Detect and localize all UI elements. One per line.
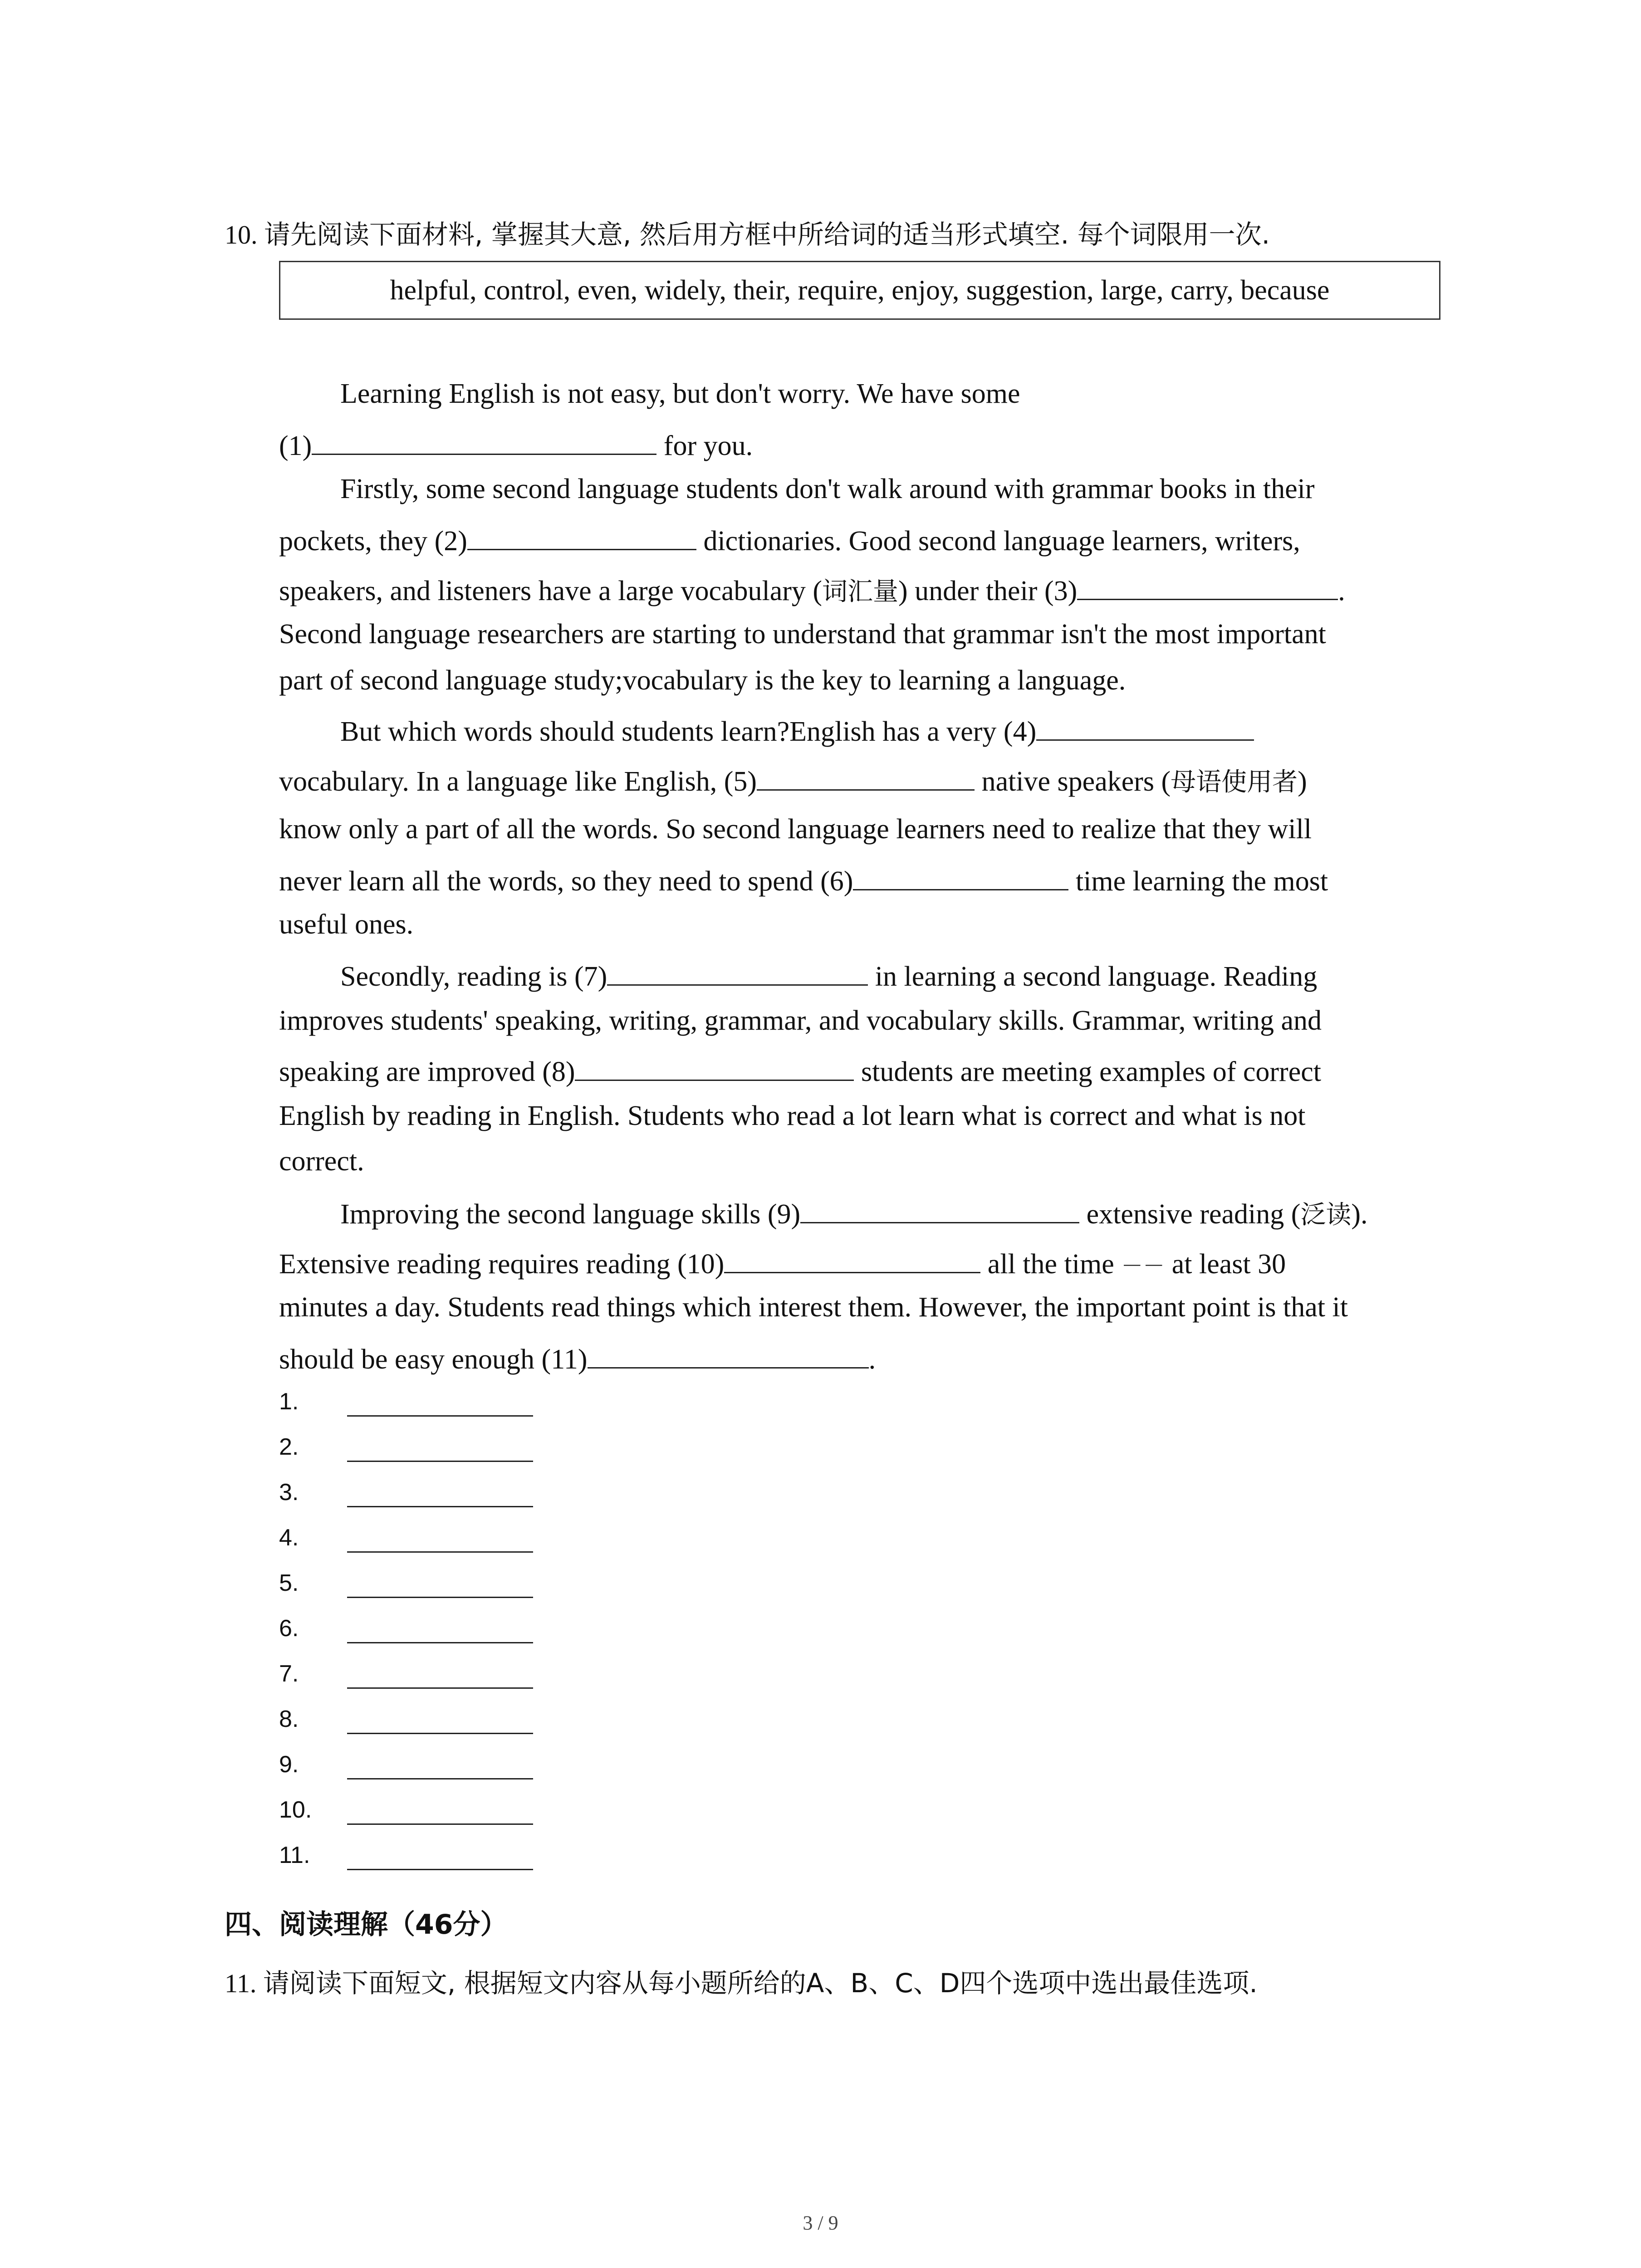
passage-line (279, 1244, 1286, 1284)
question-11-instruction (225, 1962, 1258, 2000)
passage-line (279, 425, 753, 464)
answer-blank[interactable] (347, 1642, 533, 1643)
passage-line (279, 616, 1326, 652)
instruction-text: 请阅读下面短文, 根据短文内容从每小题所给的A、B、C、D四个选项中选出最佳选项. (263, 1968, 1258, 1999)
passage-text: part of second language study;vocabulary is the key to learning a language. (279, 665, 1126, 696)
passage-line (279, 861, 1328, 899)
passage-text: minutes a day. Students read things which interest them. However, the important point is that it (279, 1292, 1348, 1323)
passage-text: in learning a second language. Reading (868, 961, 1318, 992)
passage-line (340, 376, 1020, 412)
passage-text: vocabulary. In a language like English, (5) (279, 766, 757, 797)
passage-text: pockets, they (2) (279, 526, 467, 557)
passage-line (340, 956, 1317, 995)
question-number: 11. (225, 1969, 257, 1998)
answer-number: 1. (279, 1388, 299, 1415)
word-bank-box: helpful, control, even, widely, their, require, enjoy, suggestion, large, carry, because (279, 261, 1440, 320)
answer-number: 3. (279, 1479, 299, 1505)
passage-text: extensive reading ( (1079, 1199, 1301, 1230)
answer-blank[interactable] (347, 1597, 533, 1598)
blank-8 (575, 1051, 854, 1081)
passage-line (279, 1143, 364, 1179)
passage-text: Improving the second language skills (9) (340, 1199, 801, 1230)
passage-line (279, 1098, 1306, 1134)
passage-line (279, 1289, 1348, 1325)
answer-number: 9. (279, 1751, 299, 1778)
instruction-text: 请先阅读下面材料, 掌握其大意, 然后用方框中所给词的适当形式填空. 每个词限用一次. (264, 219, 1270, 250)
passage-line (279, 662, 1126, 699)
answer-blank[interactable] (347, 1733, 533, 1734)
blank-3 (1077, 571, 1338, 600)
passage-line (279, 1339, 876, 1378)
answer-blank[interactable] (347, 1687, 533, 1689)
answer-blank[interactable] (347, 1415, 533, 1417)
answer-blank[interactable] (347, 1506, 533, 1507)
passage-text: (1) (279, 430, 312, 461)
blank-5 (757, 761, 975, 791)
passage-text: Extensive reading requires reading (10) (279, 1249, 725, 1280)
blank-11 (588, 1339, 869, 1369)
passage-text: Second language researchers are starting to understand that grammar isn't the most important (279, 619, 1326, 650)
blank-1 (312, 425, 656, 455)
answer-number: 5. (279, 1570, 299, 1596)
passage-text: time learning the most (1068, 866, 1328, 897)
passage-text: ) under their (3) (898, 576, 1078, 606)
answer-blank[interactable] (347, 1461, 533, 1462)
gloss-text: 泛读 (1300, 1200, 1352, 1230)
passage-text: dictionaries. Good second language learners, writers, (696, 526, 1300, 557)
passage-text: should be easy enough (11) (279, 1344, 588, 1375)
passage-text: . (1338, 576, 1345, 606)
answer-blank[interactable] (347, 1823, 533, 1825)
dash-text: －－ (1121, 1253, 1165, 1279)
answer-blank[interactable] (347, 1778, 533, 1779)
passage-line (279, 1051, 1321, 1090)
passage-line (279, 811, 1312, 847)
passage-line (340, 1194, 1368, 1233)
passage-text: ) (1298, 766, 1307, 797)
answer-number: 7. (279, 1661, 299, 1687)
passage-line (279, 521, 1300, 559)
passage-line (279, 1002, 1322, 1039)
passage-line (279, 761, 1307, 801)
passage-line (279, 906, 413, 943)
answer-number: 10. (279, 1797, 312, 1823)
page-number: 3 / 9 (803, 2212, 838, 2234)
blank-4 (1036, 711, 1254, 741)
passage-text: speaking are improved (8) (279, 1056, 575, 1087)
passage-text: native speakers ( (975, 766, 1171, 797)
passage-text: students are meeting examples of correct (854, 1056, 1321, 1087)
passage-text: Secondly, reading is (7) (340, 961, 607, 992)
passage-text: at least 30 (1171, 1249, 1286, 1280)
blank-7 (607, 956, 868, 986)
passage-text: all the time (980, 1249, 1114, 1280)
passage-text: English by reading in English. Students who read a lot learn what is correct and what is not (279, 1100, 1306, 1131)
passage-line (340, 471, 1315, 507)
answer-number: 6. (279, 1615, 299, 1642)
passage-line (279, 571, 1345, 610)
section-title: 四、阅读理解（46分） (225, 1909, 508, 1941)
question-number: 10. (225, 220, 258, 249)
gloss-text: 词汇量 (822, 577, 899, 606)
passage-text: never learn all the words, so they need to spend (6) (279, 866, 853, 897)
passage-text: ). (1351, 1199, 1368, 1230)
passage-text: know only a part of all the words. So second language learners need to realize that they will (279, 814, 1312, 845)
passage-text: Firstly, some second language students don't walk around with grammar books in their (340, 474, 1315, 504)
passage-text: . (868, 1344, 876, 1375)
passage-text: speakers, and listeners have a large vocabulary ( (279, 576, 823, 606)
blank-9 (800, 1194, 1079, 1223)
answer-blank[interactable] (347, 1869, 533, 1870)
answer-blank[interactable] (347, 1551, 533, 1553)
passage-text: improves students' speaking, writing, grammar, and vocabulary skills. Grammar, writing and (279, 1005, 1322, 1036)
gloss-text: 母语使用者 (1171, 767, 1298, 797)
passage-text: for you. (656, 430, 753, 461)
blank-10 (724, 1244, 980, 1273)
passage-text: But which words should students learn?English has a very (4) (340, 716, 1037, 747)
question-10-instruction (225, 213, 1270, 251)
answer-number: 8. (279, 1706, 299, 1732)
answer-number: 2. (279, 1434, 299, 1460)
blank-6 (853, 861, 1068, 890)
blank-2 (467, 521, 696, 550)
answer-number: 11. (279, 1842, 310, 1868)
passage-line (340, 711, 1254, 750)
passage-text: useful ones. (279, 909, 414, 940)
answer-number: 4. (279, 1525, 299, 1551)
passage-text: Learning English is not easy, but don't worry. We have some (340, 378, 1020, 409)
passage-text: correct. (279, 1146, 364, 1177)
